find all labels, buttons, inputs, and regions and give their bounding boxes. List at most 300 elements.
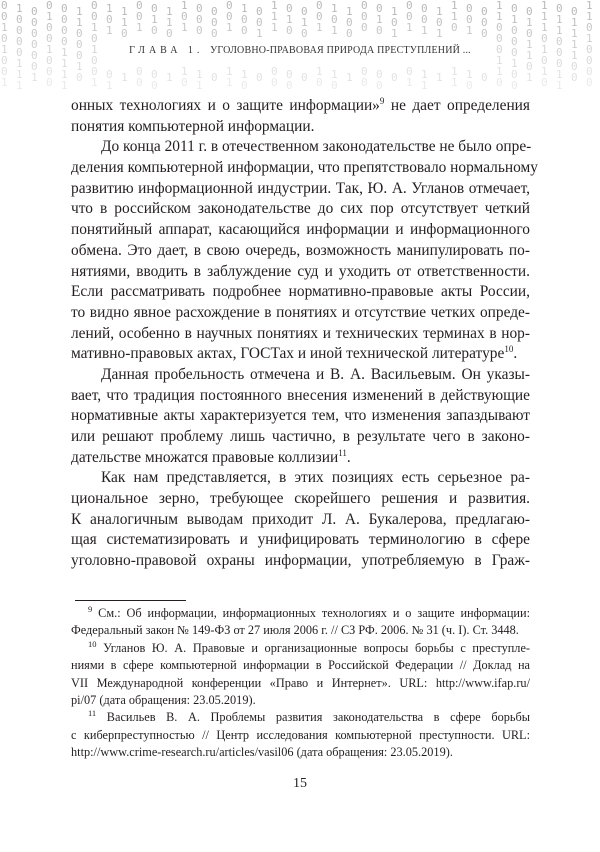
footnote-line [71, 675, 530, 692]
binary-digit: 0 [61, 2, 68, 15]
binary-digit: 1 [526, 49, 533, 62]
line-text: вает, что традиция постоянного внесения изменений в действующие [71, 386, 530, 404]
binary-digit: 0 [31, 49, 38, 62]
binary-digit: 1 [496, 54, 503, 67]
binary-digit: 0 [571, 5, 578, 18]
binary-digit: 1 [271, 0, 278, 12]
binary-digit: 0 [181, 76, 188, 89]
text-line [71, 365, 530, 386]
binary-digit: 0 [376, 79, 383, 92]
line-text: понятия компьютерной информации. [71, 117, 315, 135]
binary-digit: 0 [211, 27, 218, 40]
text-line [71, 220, 530, 241]
binary-digit: 0 [61, 35, 68, 48]
binary-digit: 1 [166, 16, 173, 29]
text-line [71, 448, 530, 469]
binary-digit: 1 [256, 27, 263, 40]
binary-digit: 0 [76, 49, 83, 62]
binary-digit: 0 [331, 13, 338, 26]
binary-digit: 1 [496, 65, 503, 78]
binary-digit: 1 [91, 21, 98, 34]
line-text: онных технологиях и о защите информации» [71, 97, 380, 114]
line-text: лений, особенно в научных понятиях и технических терминах в нор- [71, 324, 530, 342]
binary-digit: 0 [31, 27, 38, 40]
footnote [71, 605, 530, 640]
footnote-text: См.: Об информации, информационных технологиях и о защите информации: [98, 606, 530, 620]
binary-digit: 0 [511, 79, 518, 92]
paragraph [71, 365, 530, 468]
binary-digit: 0 [496, 21, 503, 34]
footnote-reference[interactable]: 10 [504, 344, 514, 355]
line-text: мативно-правовых актах, ГОСТах и иной технической литературе [71, 345, 505, 363]
footnote-text: VII Международной конференции «Право и Интернет». URL: http://www.ifap.ru/ [71, 675, 530, 690]
binary-digit: 0 [511, 46, 518, 59]
binary-digit: 0 [61, 13, 68, 26]
binary-digit: 1 [316, 65, 323, 78]
binary-digit: 0 [391, 71, 398, 84]
binary-digit: 0 [586, 21, 593, 34]
binary-digit: 0 [511, 68, 518, 81]
binary-digit: 1 [91, 43, 98, 56]
binary-digit: 0 [196, 2, 203, 15]
line-text: циональное зерно, требующее скорейшего решения и развития. [71, 490, 530, 508]
footnote-text: http://www.crime-research.ru/articles/vasil06 (дата обращения: 23.05.2019). [71, 745, 453, 760]
binary-digit: 1 [571, 38, 578, 51]
binary-digit: 0 [496, 32, 503, 45]
binary-digit: 0 [46, 0, 53, 12]
binary-digit: 0 [31, 16, 38, 29]
binary-digit: 1 [106, 79, 113, 92]
binary-digit: 1 [76, 60, 83, 73]
text-line [71, 386, 530, 407]
binary-digit: 0 [31, 38, 38, 51]
binary-digit: 0 [586, 54, 593, 67]
binary-digit: 0 [136, 10, 143, 23]
text-line [71, 282, 530, 303]
binary-digit: 1 [511, 13, 518, 26]
binary-digit: 1 [571, 49, 578, 62]
footnote-line [71, 622, 530, 639]
binary-digit: 1 [46, 43, 53, 56]
binary-digit: 0 [586, 43, 593, 56]
binary-digit: 1 [76, 16, 83, 29]
line-text: развитию информационной индустрии. Так, Ю. А. Угланов отмечает, [71, 179, 530, 197]
text-line [71, 406, 530, 427]
binary-digit: 0 [316, 10, 323, 23]
text-line [71, 344, 530, 365]
binary-digit: 0 [226, 0, 233, 12]
binary-digit: 0 [481, 5, 488, 18]
binary-digit: 0 [481, 71, 488, 84]
binary-digit: 0 [1, 10, 8, 23]
binary-digit: 1 [106, 24, 113, 37]
binary-digit: 1 [421, 79, 428, 92]
binary-digit: 1 [331, 68, 338, 81]
binary-digit: 0 [151, 79, 158, 92]
binary-digit: 0 [226, 10, 233, 23]
binary-digit: 1 [571, 27, 578, 40]
binary-digit: 1 [271, 21, 278, 34]
line-text: или решают проблему лишь частично, в результате чего в законо- [71, 428, 530, 445]
binary-digit: 0 [1, 0, 8, 12]
binary-digit: 1 [421, 24, 428, 37]
binary-digit: 1 [496, 0, 503, 12]
binary-digit: 1 [31, 71, 38, 84]
binary-digit: 0 [496, 76, 503, 89]
binary-digit: 0 [451, 21, 458, 34]
binary-digit: 0 [286, 68, 293, 81]
binary-digit: 1 [61, 46, 68, 59]
binary-digit: 0 [151, 2, 158, 15]
binary-digit: 0 [301, 27, 308, 40]
binary-digit: 1 [406, 21, 413, 34]
footnote-line [71, 640, 530, 657]
binary-digit: 0 [511, 35, 518, 48]
binary-digit: 1 [61, 68, 68, 81]
binary-digit: 0 [1, 32, 8, 45]
binary-digit: 1 [436, 71, 443, 84]
binary-digit: 1 [526, 16, 533, 29]
footnote-line [71, 709, 530, 726]
binary-digit: 0 [1, 54, 8, 67]
line-text: . [346, 448, 351, 466]
binary-digit: 0 [466, 13, 473, 26]
line-text: До конца 2011 г. в отечественном законодательстве не было опре- [101, 138, 532, 156]
footnote-divider [75, 600, 186, 601]
binary-digit: 1 [451, 76, 458, 89]
binary-digit: 1 [571, 16, 578, 29]
binary-digit: 0 [406, 65, 413, 78]
binary-digit: 0 [361, 76, 368, 89]
binary-digit: 1 [586, 32, 593, 45]
binary-digit: 0 [526, 60, 533, 73]
binary-digit: 1 [526, 71, 533, 84]
text-line [71, 158, 538, 179]
binary-digit: 1 [451, 10, 458, 23]
text-line [71, 427, 530, 448]
binary-digit: 1 [541, 0, 548, 12]
binary-digit: 1 [496, 10, 503, 23]
binary-digit: 1 [316, 21, 323, 34]
main-text [71, 96, 538, 572]
binary-digit: 1 [1, 21, 8, 34]
footnote-text: Угланов Ю. А. Правовые и организационные вопросы борьбы с преступле- [103, 640, 530, 655]
binary-digit: 0 [421, 13, 428, 26]
binary-digit: 1 [301, 16, 308, 29]
line-text: обмена. Это дает, в свою очередь, возможность манипулировать по- [71, 241, 530, 259]
binary-digit: 0 [91, 65, 98, 78]
binary-digit: 1 [61, 57, 68, 70]
line-text: нятиями, вводить в заблуждение суд и уходить от ответственности. [71, 262, 530, 280]
binary-digit: 0 [301, 5, 308, 18]
binary-digit: 0 [91, 0, 98, 12]
footnote-text: pi/07 (дата обращения: 23.05.2019). [71, 692, 256, 707]
footnote-text: Васильев В. А. Проблемы развития законодательства в сфере борьбы [106, 710, 530, 725]
binary-digit: 0 [196, 24, 203, 37]
binary-digit: 0 [406, 10, 413, 23]
binary-digit: 1 [586, 10, 593, 23]
text-line [71, 199, 530, 220]
binary-digit: 1 [331, 2, 338, 15]
binary-digit: 1 [121, 71, 128, 84]
binary-digit: 0 [91, 32, 98, 45]
binary-digit: 0 [151, 68, 158, 81]
binary-digit: 1 [241, 2, 248, 15]
text-line [71, 96, 530, 117]
text-line [71, 468, 530, 489]
binary-digit: 0 [466, 79, 473, 92]
binary-digit: 1 [376, 13, 383, 26]
binary-digit: 1 [181, 65, 188, 78]
footnotes [71, 605, 530, 762]
footnote-reference[interactable]: 11 [338, 447, 347, 458]
binary-digit: 0 [271, 76, 278, 89]
footnote-line [71, 692, 530, 709]
binary-digit: 0 [511, 24, 518, 37]
binary-digit: 0 [286, 79, 293, 92]
binary-digit: 0 [361, 21, 368, 34]
binary-digit: 0 [46, 32, 53, 45]
binary-digit: 0 [31, 5, 38, 18]
footnote-number: 11 [88, 708, 97, 719]
binary-digit: 0 [46, 76, 53, 89]
binary-digit: 1 [391, 5, 398, 18]
binary-digit: 1 [1, 76, 8, 89]
paragraph [71, 468, 530, 571]
binary-digit: 0 [91, 10, 98, 23]
binary-digit: 1 [286, 13, 293, 26]
binary-digit: 1 [61, 79, 68, 92]
binary-digit: 0 [361, 65, 368, 78]
text-line [71, 117, 530, 138]
line-text: то видно явное расхождение в понятиях и отсутствие четких опреде- [71, 303, 530, 321]
line-text: понятийный аппарат, касающийся информации и информационного [71, 221, 530, 239]
binary-digit: 1 [241, 68, 248, 81]
text-line [71, 324, 530, 345]
binary-digit: 0 [556, 46, 563, 59]
binary-digit: 1 [16, 2, 23, 15]
binary-digit: 1 [181, 21, 188, 34]
binary-digit: 0 [181, 10, 188, 23]
line-text: деления компьютерной информации, что препятствовало нормальному [71, 159, 538, 177]
footnote-line [71, 657, 530, 674]
line-text: нормативные акты характеризуется тем, что изменения запаздывают [71, 407, 530, 425]
binary-digit: 1 [466, 24, 473, 37]
footnote-text: Федеральный закон № 149-ФЗ от 27 июля 2006 г. // СЗ РФ. 2006. № 31 (ч. I). Ст. 3448. [71, 623, 519, 638]
binary-digit: 0 [211, 5, 218, 18]
footnote-reference[interactable]: 9 [379, 96, 385, 106]
line-text: уголовно-правовой охраны информации, употребляемую в Граж- [71, 552, 530, 570]
binary-digit: 0 [541, 76, 548, 89]
binary-digit: 0 [586, 76, 593, 89]
binary-digit: 0 [136, 65, 143, 78]
binary-digit: 0 [556, 57, 563, 70]
binary-digit: 1 [451, 0, 458, 12]
binary-digit: 0 [571, 60, 578, 73]
binary-digit: 1 [346, 71, 353, 84]
binary-digit: 0 [361, 0, 368, 12]
binary-digit: 0 [526, 27, 533, 40]
binary-digit: 1 [436, 27, 443, 40]
binary-digit: 1 [196, 79, 203, 92]
footnote-text: ниями в сфере компьютерной информации в Российской Федерации // Доклад на [71, 658, 530, 673]
footnote-line [71, 744, 530, 761]
text-line [71, 137, 530, 158]
binary-digit: 0 [76, 38, 83, 51]
binary-digit: 0 [541, 32, 548, 45]
binary-digit: 0 [256, 71, 263, 84]
footnote-number: 10 [88, 638, 97, 649]
binary-digit: 0 [511, 2, 518, 15]
binary-digit: 0 [391, 16, 398, 29]
binary-digit: 1 [511, 57, 518, 70]
binary-digit: 0 [466, 2, 473, 15]
text-line [71, 510, 530, 531]
binary-digit: 1 [541, 21, 548, 34]
binary-digit: 0 [91, 54, 98, 67]
line-text: К аналогичным выводам приходит Л. А. Букалерова, предлагаю- [71, 510, 530, 528]
binary-digit: 1 [16, 57, 23, 70]
binary-digit: 1 [526, 38, 533, 51]
binary-digit: 1 [436, 5, 443, 18]
footnote [71, 640, 530, 710]
binary-digit: 1 [541, 43, 548, 56]
binary-digit: 0 [331, 79, 338, 92]
line-text: Если рассматривать подробнее нормативно-правовые акты России, [71, 283, 530, 301]
binary-digit: 1 [226, 76, 233, 89]
text-line [71, 303, 530, 324]
binary-digit: 0 [16, 35, 23, 48]
text-line [71, 530, 530, 551]
chapter-title: УГОЛОВНО-ПРАВОВАЯ ПРИРОДА ПРЕСТУПЛЕНИЙ ... [210, 45, 471, 56]
binary-digit: 0 [106, 68, 113, 81]
footnote-text: с киберпреступностью // Центр исследования компьютерной преступности. URL: [71, 727, 530, 742]
binary-digit: 0 [166, 27, 173, 40]
binary-digit: 1 [91, 76, 98, 89]
line-text: дательстве множатся правовые коллизии [71, 448, 339, 466]
binary-digit: 0 [271, 65, 278, 78]
binary-digit: 1 [271, 10, 278, 23]
binary-digit: 0 [376, 2, 383, 15]
footnote-line [71, 605, 530, 622]
binary-digit: 1 [16, 79, 23, 92]
line-text: Данная пробельность отмечена и В. А. Васильевым. Он указы- [101, 365, 530, 383]
binary-digit: 1 [121, 5, 128, 18]
binary-digit: 1 [421, 68, 428, 81]
binary-digit: 0 [406, 0, 413, 12]
binary-digit: 1 [556, 13, 563, 26]
binary-digit: 0 [256, 5, 263, 18]
binary-digit: 0 [526, 5, 533, 18]
text-line [71, 241, 530, 262]
binary-digit: 0 [211, 16, 218, 29]
line-text: щая систематизировать и унифицировать терминологию в сфере [71, 531, 530, 549]
binary-digit: 1 [466, 68, 473, 81]
binary-digit: 0 [46, 65, 53, 78]
binary-digit: 1 [1, 43, 8, 56]
line-text: не дает определения [384, 97, 530, 114]
binary-digit: 0 [376, 68, 383, 81]
binary-digit: 0 [496, 43, 503, 56]
binary-digit: 0 [241, 24, 248, 37]
binary-digit: 1 [556, 79, 563, 92]
binary-digit: 0 [316, 76, 323, 89]
line-text: Как нам представляется, в этих позициях есть серьезное ра- [101, 469, 530, 487]
binary-digit: 1 [196, 68, 203, 81]
binary-digit: 0 [541, 54, 548, 67]
binary-digit: 0 [1, 65, 8, 78]
binary-digit: 1 [541, 65, 548, 78]
binary-digit: 1 [451, 65, 458, 78]
binary-digit: 0 [346, 27, 353, 40]
binary-digit: 0 [61, 24, 68, 37]
binary-digit: 1 [586, 0, 593, 12]
paragraph [71, 137, 538, 365]
binary-digit: 0 [121, 27, 128, 40]
binary-digit: 1 [76, 5, 83, 18]
binary-digit: 1 [541, 10, 548, 23]
binary-digit: 1 [106, 2, 113, 15]
binary-digit: 0 [76, 71, 83, 84]
binary-digit: 0 [151, 24, 158, 37]
footnote [71, 709, 530, 761]
binary-digit: 0 [136, 76, 143, 89]
paragraph [71, 96, 530, 137]
binary-digit: 0 [256, 16, 263, 29]
binary-digit: 0 [196, 13, 203, 26]
binary-digit: 1 [166, 71, 173, 84]
binary-digit: 0 [556, 2, 563, 15]
binary-digit: 0 [76, 27, 83, 40]
binary-digit: 0 [436, 16, 443, 29]
binary-digit: 0 [241, 79, 248, 92]
binary-digit: 0 [31, 60, 38, 73]
binary-digit: 1 [331, 24, 338, 37]
binary-digit: 0 [421, 2, 428, 15]
binary-digit: 1 [391, 27, 398, 40]
footnote-number: 9 [88, 604, 93, 614]
binary-digit: 1 [136, 21, 143, 34]
line-text: что в российском законодательстве до сих пор отсутствует четкий [71, 200, 530, 218]
binary-digit: 0 [571, 71, 578, 84]
binary-digit: 1 [151, 13, 158, 26]
binary-digit: 1 [181, 0, 188, 12]
binary-digit: 0 [586, 65, 593, 78]
chapter-label: ГЛАВА 1. [129, 45, 204, 56]
binary-digit: 1 [226, 21, 233, 34]
text-line [71, 179, 530, 200]
binary-digit: 0 [46, 21, 53, 34]
binary-digit: 0 [361, 10, 368, 23]
binary-digit: 0 [376, 24, 383, 37]
binary-digit: 0 [286, 2, 293, 15]
binary-digit: 0 [481, 16, 488, 29]
binary-digit: 1 [556, 24, 563, 37]
binary-digit: 0 [211, 71, 218, 84]
binary-digit: 1 [226, 65, 233, 78]
binary-digit: 1 [46, 10, 53, 23]
binary-digit: 1 [121, 16, 128, 29]
text-line [71, 551, 530, 572]
line-text: . [513, 345, 518, 363]
binary-digit: 1 [406, 76, 413, 89]
running-header [0, 45, 600, 57]
binary-digit: 1 [166, 5, 173, 18]
binary-digit: 0 [241, 13, 248, 26]
binary-digit: 0 [316, 0, 323, 12]
binary-digit: 0 [481, 27, 488, 40]
binary-digit: 1 [556, 68, 563, 81]
